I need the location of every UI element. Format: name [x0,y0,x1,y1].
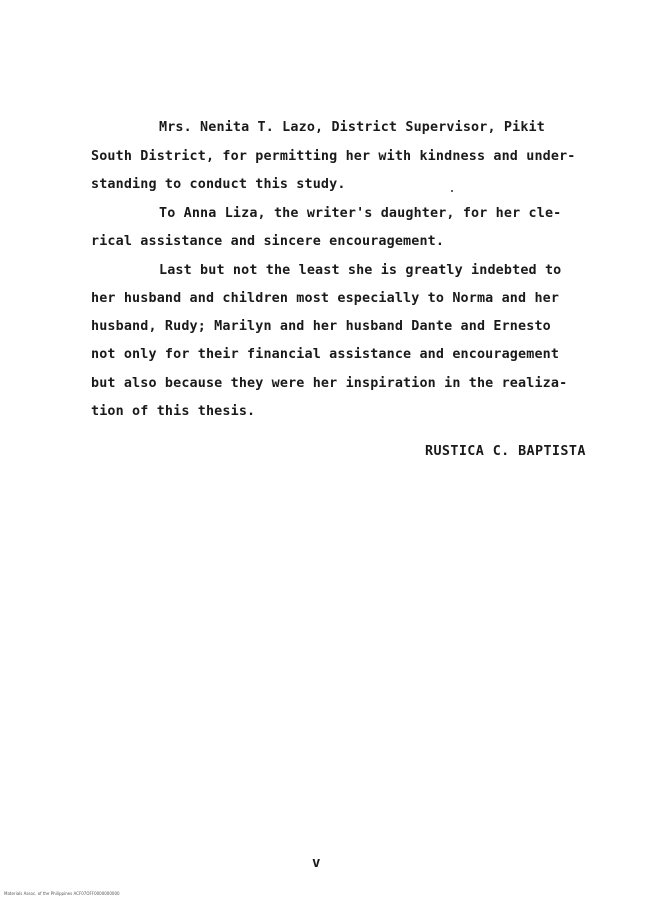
paragraph-3-line-1: Last but not the least she is greatly indebted to [159,263,562,278]
paragraph-1-line-3: standing to conduct this study. [91,177,346,192]
paragraph-2-line-1: To Anna Liza, the writer's daughter, for her cle- [159,206,562,221]
author-signature: RUSTICA C. BAPTISTA [425,444,586,459]
paragraph-1-line-1: Mrs. Nenita T. Lazo, District Supervisor, Pikit [159,120,545,135]
paragraph-3-line-6: tion of this thesis. [91,404,256,419]
page-number: v [312,855,321,871]
footer-stamp: Materials Assoc. of the Philippines ACF07OFF0000000000 [4,891,120,896]
paragraph-3-line-3: husband, Rudy; Marilyn and her husband Dante and Ernesto [91,319,551,334]
paragraph-3-line-5: but also because they were her inspiration in the realiza- [91,376,568,391]
paragraph-3-line-2: her husband and children most especially to Norma and her [91,291,560,306]
paragraph-3-line-4: not only for their financial assistance and encouragement [91,347,560,362]
paragraph-1-line-2: South District, for permitting her with kindness and under- [91,149,576,164]
scan-speck [451,190,453,192]
paragraph-2-line-2: rical assistance and sincere encouragement. [91,234,445,249]
